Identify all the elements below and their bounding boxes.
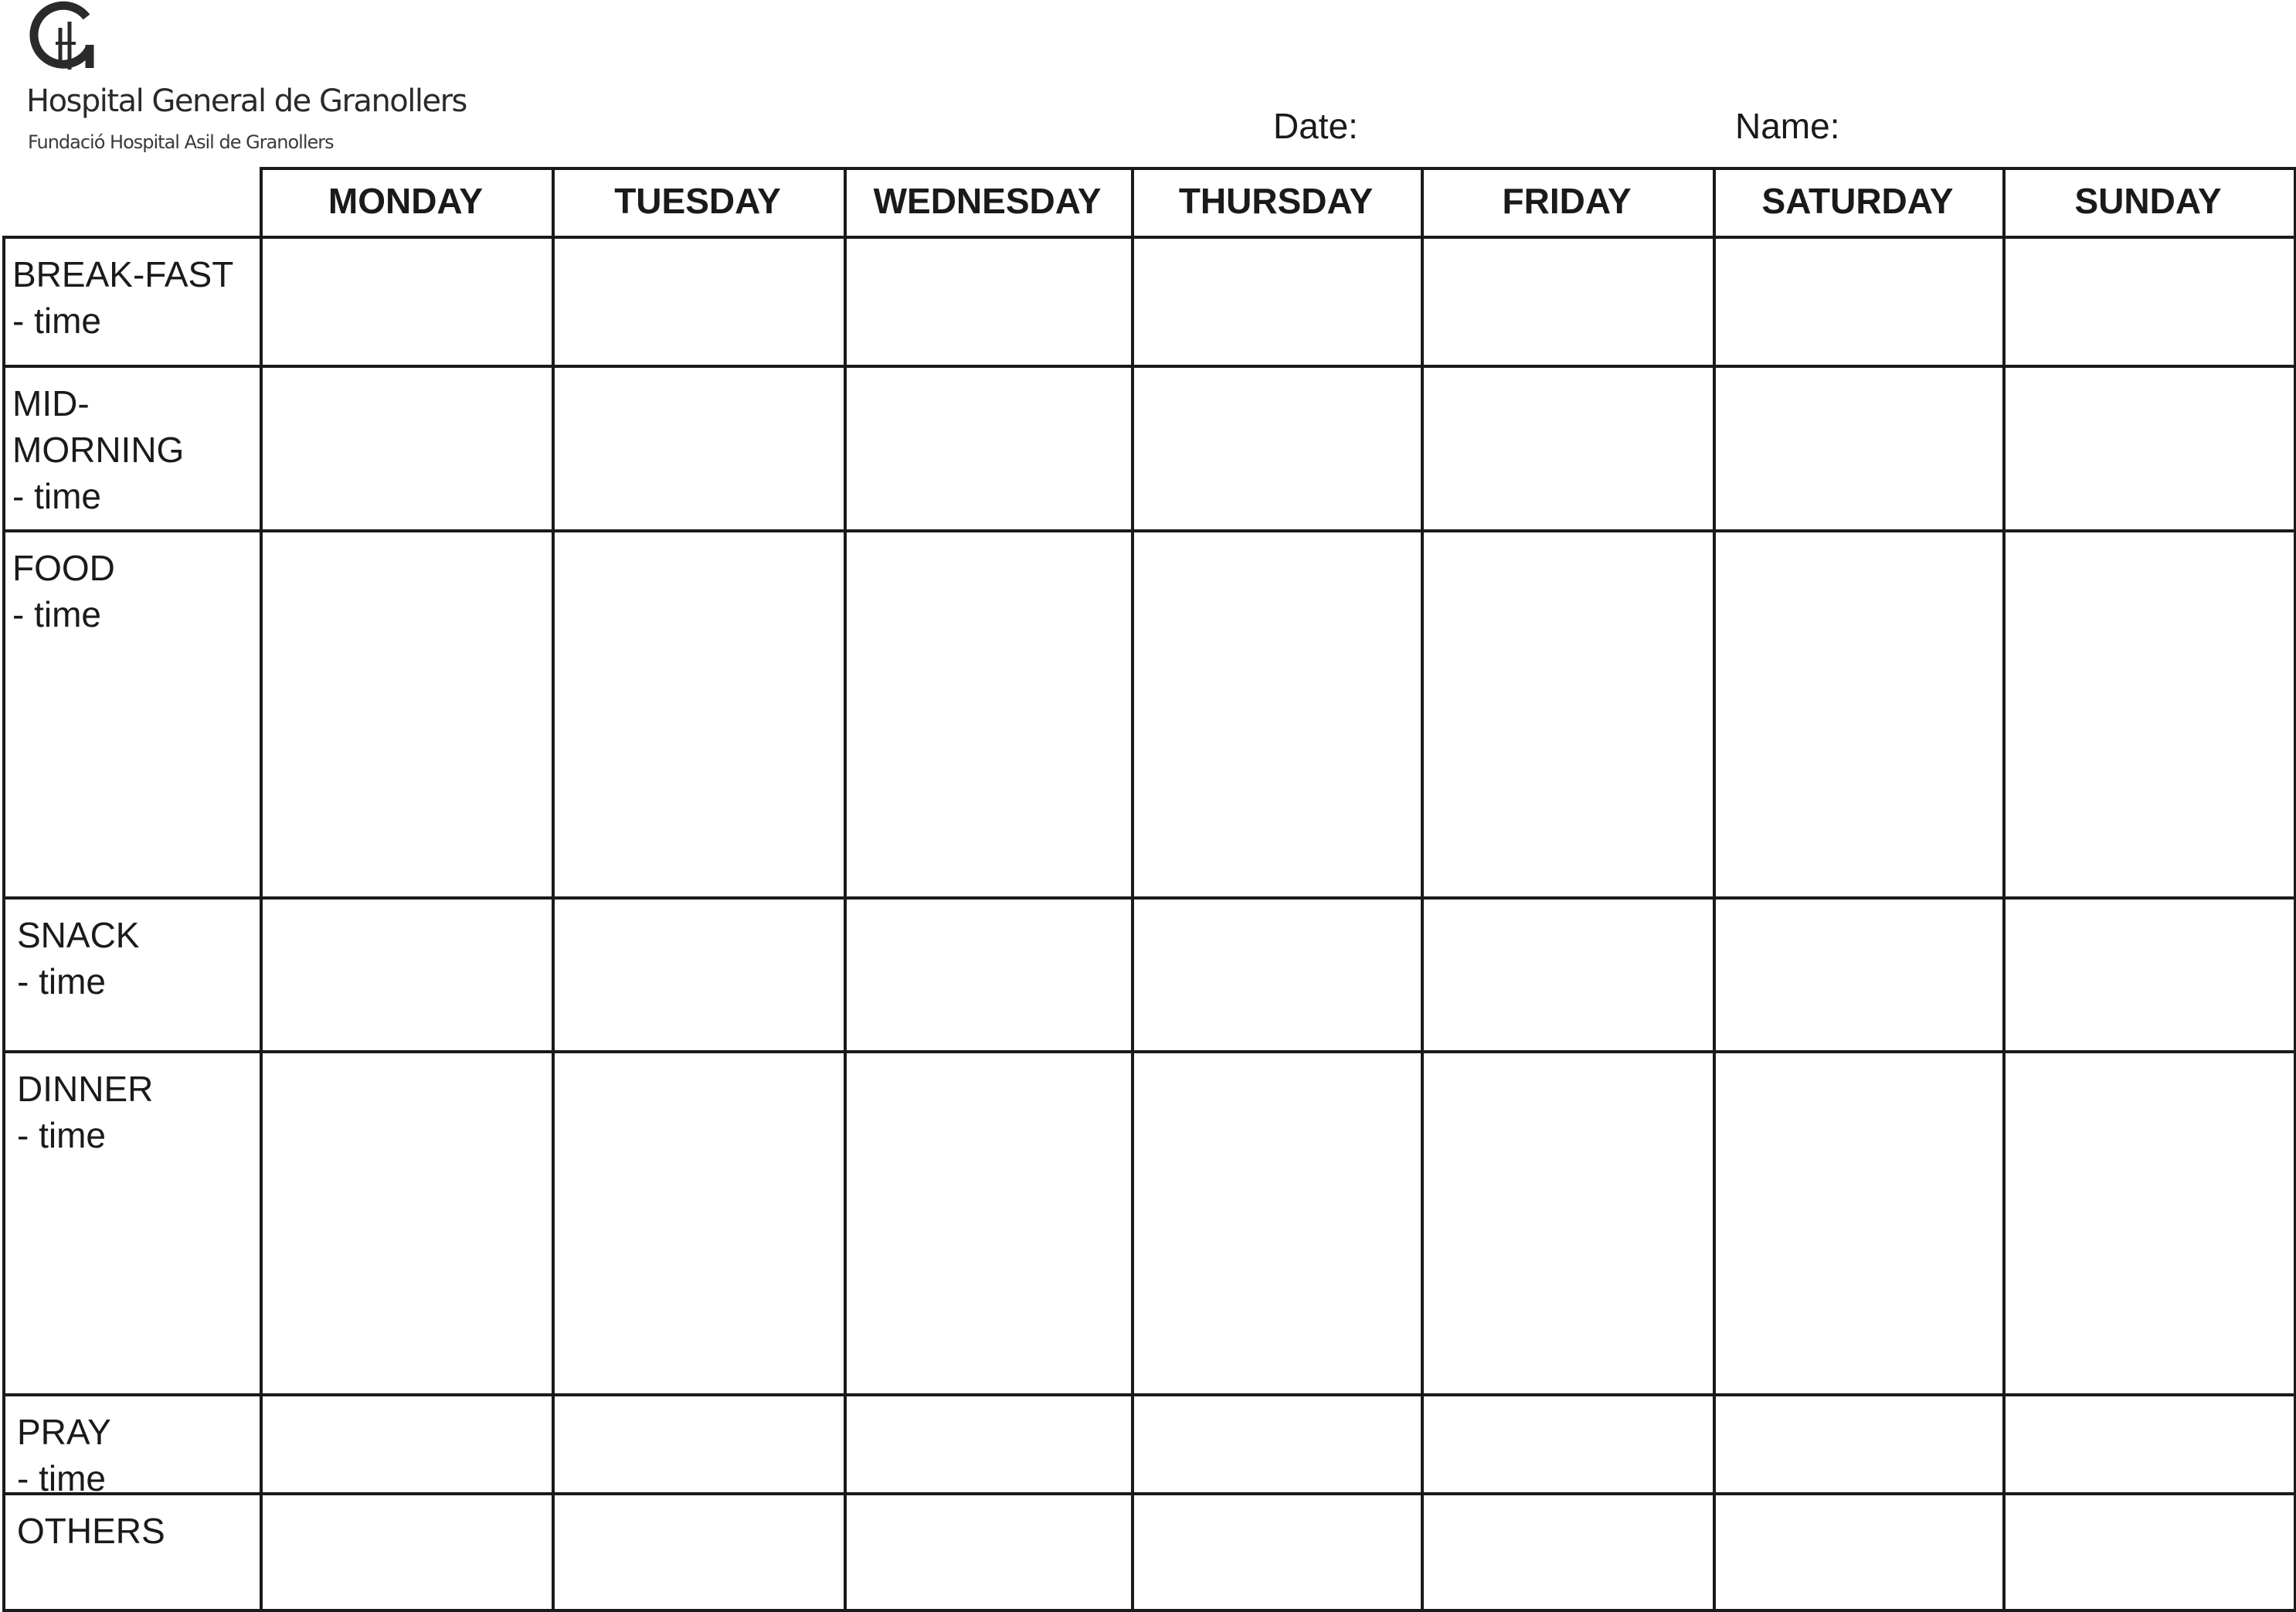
entry-cell-saturday[interactable] [1716, 1053, 2002, 1393]
day-header-thursday: THURSDAY [1178, 181, 1374, 221]
entry-cell-thursday[interactable] [1134, 368, 1421, 529]
entry-cell-monday[interactable] [263, 1495, 552, 1609]
hospital-foundation: Fundació Hospital Asil de Granollers [28, 131, 334, 153]
entry-cell-saturday[interactable] [1716, 368, 2002, 529]
entry-cell-thursday[interactable] [1134, 239, 1421, 365]
entry-cell-saturday[interactable] [1716, 900, 2002, 1050]
entry-cell-monday[interactable] [263, 900, 552, 1050]
entry-cell-monday[interactable] [263, 532, 552, 896]
column-rule [2, 236, 5, 1612]
day-header-saturday: SATURDAY [1761, 181, 1954, 221]
entry-cell-tuesday[interactable] [555, 368, 844, 529]
entry-cell-sunday[interactable] [2006, 368, 2294, 529]
entry-cell-wednesday[interactable] [847, 532, 1131, 896]
entry-cell-sunday[interactable] [2006, 1495, 2294, 1609]
entry-cell-saturday[interactable] [1716, 532, 2002, 896]
meal-label-snack: SNACK - time [17, 915, 140, 1002]
entry-cell-tuesday[interactable] [555, 900, 844, 1050]
entry-cell-friday[interactable] [1424, 1053, 1713, 1393]
entry-cell-sunday[interactable] [2006, 532, 2294, 896]
meal-label-food: FOOD - time [12, 548, 115, 634]
entry-cell-thursday[interactable] [1134, 900, 1421, 1050]
entry-cell-tuesday[interactable] [555, 239, 844, 365]
meal-label-others: OTHERS [17, 1511, 165, 1551]
day-header-sunday: SUNDAY [2074, 181, 2222, 221]
day-header-wednesday: WEDNESDAY [873, 181, 1102, 221]
entry-cell-monday[interactable] [263, 1053, 552, 1393]
meal-label-break-fast: BREAK-FAST - time [12, 254, 234, 341]
entry-cell-sunday[interactable] [2006, 239, 2294, 365]
day-header-monday: MONDAY [328, 181, 484, 221]
entry-cell-tuesday[interactable] [555, 1495, 844, 1609]
entry-cell-wednesday[interactable] [847, 1396, 1131, 1492]
day-header-friday: FRIDAY [1502, 181, 1632, 221]
entry-cell-sunday[interactable] [2006, 1053, 2294, 1393]
entry-cell-monday[interactable] [263, 368, 552, 529]
entry-cell-sunday[interactable] [2006, 900, 2294, 1050]
date-label: Date: [1273, 106, 1358, 146]
entry-cell-monday[interactable] [263, 239, 552, 365]
entry-cell-friday[interactable] [1424, 1495, 1713, 1609]
entry-cell-tuesday[interactable] [555, 532, 844, 896]
entry-cell-friday[interactable] [1424, 1396, 1713, 1492]
entry-cell-friday[interactable] [1424, 239, 1713, 365]
meal-label-pray: PRAY - time [17, 1412, 111, 1498]
entry-cell-wednesday[interactable] [847, 368, 1131, 529]
entry-cell-wednesday[interactable] [847, 1053, 1131, 1393]
entry-cell-thursday[interactable] [1134, 532, 1421, 896]
entry-cell-saturday[interactable] [1716, 239, 2002, 365]
entry-cell-saturday[interactable] [1716, 1396, 2002, 1492]
entry-cell-saturday[interactable] [1716, 1495, 2002, 1609]
entry-cell-sunday[interactable] [2006, 1396, 2294, 1492]
entry-cell-monday[interactable] [263, 1396, 552, 1492]
entry-cell-tuesday[interactable] [555, 1396, 844, 1492]
entry-cell-thursday[interactable] [1134, 1053, 1421, 1393]
entry-cell-wednesday[interactable] [847, 1495, 1131, 1609]
row-rule [2, 1609, 2296, 1612]
day-header-tuesday: TUESDAY [614, 181, 781, 221]
entry-cell-thursday[interactable] [1134, 1495, 1421, 1609]
entry-cell-friday[interactable] [1424, 532, 1713, 896]
entry-cell-tuesday[interactable] [555, 1053, 844, 1393]
entry-cell-wednesday[interactable] [847, 239, 1131, 365]
entry-cell-friday[interactable] [1424, 368, 1713, 529]
entry-cell-friday[interactable] [1424, 900, 1713, 1050]
meal-label-dinner: DINNER - time [17, 1069, 154, 1155]
hospital-name: Hospital General de Granollers [26, 83, 467, 119]
entry-cell-wednesday[interactable] [847, 900, 1131, 1050]
meal-label-mid: MID- MORNING - time [12, 383, 185, 516]
name-label: Name: [1735, 106, 1840, 146]
entry-cell-thursday[interactable] [1134, 1396, 1421, 1492]
